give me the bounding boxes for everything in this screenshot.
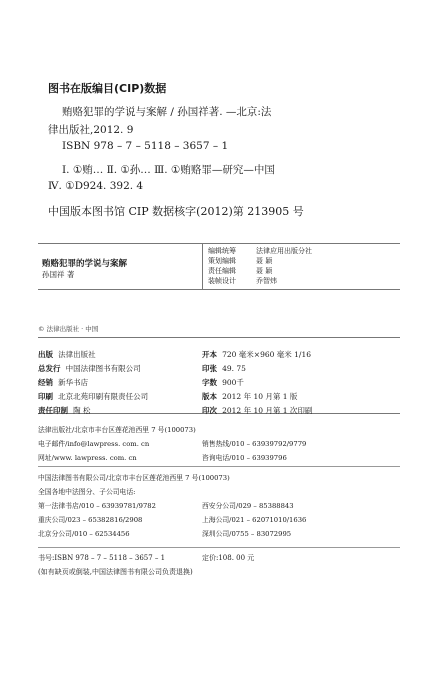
copyright-line: © 法律出版社 · 中国 xyxy=(38,325,99,333)
branch-phone: 深圳公司/0755 – 83072995 xyxy=(202,530,292,538)
spec-value: 900千 xyxy=(222,378,244,387)
credit-role: 责任编辑 xyxy=(208,267,236,275)
book-title: 贿赂犯罪的学说与案解 xyxy=(42,259,128,269)
price: 定价:108. 00 元 xyxy=(202,554,255,562)
cip-line-1: 贿赂犯罪的学说与案解 / 孙国祥著. —北京:法 xyxy=(62,106,272,118)
credit-role: 装帧设计 xyxy=(208,277,236,285)
cip-line-2: 律出版社,2012. 9 xyxy=(48,124,134,136)
publisher-website: 网址/www. lawpress. com. cn xyxy=(38,454,137,462)
pub-value: 新华书店 xyxy=(58,378,89,387)
pub-label: 总发行 xyxy=(38,364,61,373)
spec-value: 720 毫米×960 毫米 1/16 xyxy=(222,350,312,359)
pub-value: 法律出版社 xyxy=(58,350,96,359)
credit-name: 聂 颖 xyxy=(256,257,273,265)
spec-value: 2012 年 10 月第 1 次印刷 xyxy=(222,406,313,415)
distributor-address: 中国法律图书有限公司/北京市丰台区莲花池西里 7 号(100073) xyxy=(38,474,230,482)
cip-isbn: ISBN 978 – 7 – 5118 – 3657 – 1 xyxy=(62,140,229,152)
publisher-address: 法律出版社/北京市丰台区莲花池西里 7 号(100073) xyxy=(38,426,196,434)
pub-value: 中国法律图书有限公司 xyxy=(65,364,141,373)
branch-phone: 上海公司/021 – 62071010/1636 xyxy=(202,516,307,524)
spec-label: 开本 xyxy=(202,350,217,359)
book-number: 书号:ISBN 978 – 7 – 5118 – 3657 – 1 xyxy=(38,554,166,562)
cip-line-5: Ⅳ. ①D924. 392. 4 xyxy=(48,180,144,192)
credit-name: 乔智炜 xyxy=(256,277,277,285)
credit-name: 聂 颖 xyxy=(256,267,273,275)
publication-details xyxy=(38,337,400,414)
spec-label: 版本 xyxy=(202,392,217,401)
cip-line-4: Ⅰ. ①贿… Ⅱ. ①孙… Ⅲ. ①贿赂罪—研究—中国 xyxy=(62,164,275,176)
pub-label: 责任印制 xyxy=(38,406,68,415)
branch-phone: 第一法律书店/010 – 63939781/9782 xyxy=(38,502,156,510)
branch-phone: 重庆公司/023 – 65382816/2908 xyxy=(38,516,143,524)
cip-title: 图书在版编目(CIP)数据 xyxy=(48,82,167,95)
book-info-box xyxy=(38,243,400,290)
divider xyxy=(38,547,400,548)
pub-value: 陶 松 xyxy=(73,406,91,415)
pub-label: 印刷 xyxy=(38,392,53,401)
divider xyxy=(38,466,400,467)
spec-value: 2012 年 10 月第 1 版 xyxy=(222,392,298,401)
credit-role: 编辑统筹 xyxy=(208,247,236,255)
sales-hotline: 销售热线/010 – 63939792/9779 xyxy=(202,440,307,448)
credit-name: 法律应用出版分社 xyxy=(256,247,312,255)
publisher-email: 电子邮件/info@lawpress. com. cn xyxy=(38,440,150,448)
spec-value: 49. 75 xyxy=(222,364,246,373)
branch-phone: 西安分公司/029 – 85388843 xyxy=(202,502,294,510)
pub-label: 出版 xyxy=(38,350,53,359)
return-note: (如有缺页或倒装,中国法律图书有限公司负责退换) xyxy=(38,568,193,576)
cip-national-number: 中国版本图书馆 CIP 数据核字(2012)第 213905 号 xyxy=(48,205,304,218)
consult-phone: 咨询电话/010 – 63939796 xyxy=(202,454,287,462)
book-author: 孙国祥 著 xyxy=(42,270,75,279)
pub-value: 北京北苑印刷有限责任公司 xyxy=(58,392,149,401)
spec-label: 印次 xyxy=(202,406,217,415)
spec-label: 印张 xyxy=(202,364,217,373)
branch-phone: 北京分公司/010 – 62534456 xyxy=(38,530,130,538)
credit-role: 策划编辑 xyxy=(208,257,236,265)
divider xyxy=(202,244,203,289)
pub-label: 经销 xyxy=(38,378,53,387)
spec-label: 字数 xyxy=(202,378,217,387)
branches-intro: 全国各地中法图分、子公司电话: xyxy=(38,488,136,496)
